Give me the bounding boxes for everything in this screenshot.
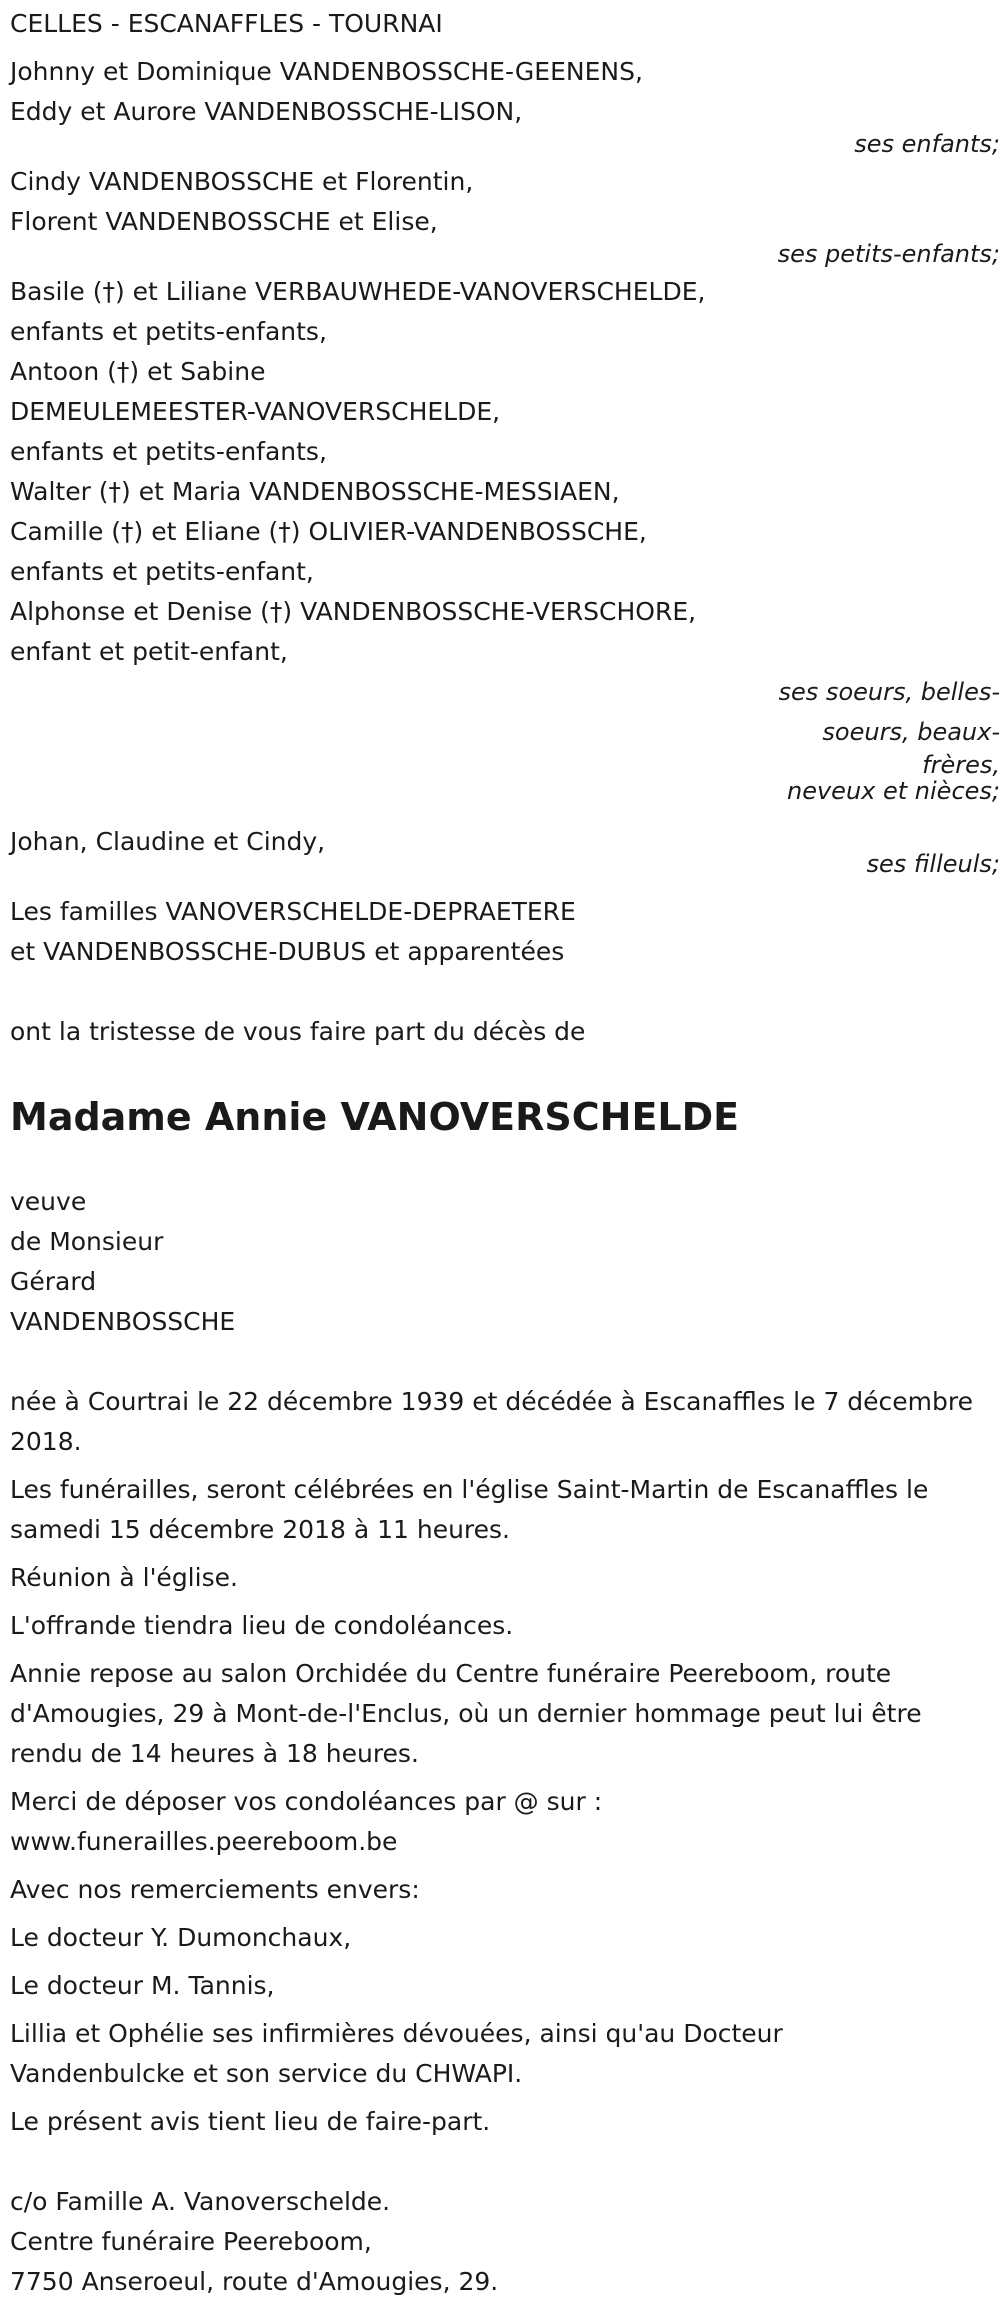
siblings-role-line: soeurs, beaux- xyxy=(822,718,1000,746)
deceased-name: Madame Annie VANOVERSCHELDE xyxy=(10,1095,740,1139)
detail-paragraph: Lillia et Ophélie ses infirmières dévouées, ainsi qu'au Docteur Vandenbulcke et son service du CHWAPI. xyxy=(10,2019,783,2088)
godchildren-role: ses filleuls; xyxy=(866,850,1000,878)
widow-line: veuve xyxy=(10,1187,87,1216)
children-role: ses enfants; xyxy=(854,130,1000,158)
godchildren-block xyxy=(10,822,1000,892)
detail-paragraph: Avec nos remerciements envers: xyxy=(10,1875,420,1904)
detail-paragraph: Réunion à l'église. xyxy=(10,1563,238,1592)
godchild-line: Johan, Claudine et Cindy, xyxy=(10,827,326,856)
detail-paragraph: Le présent avis tient lieu de faire-part. xyxy=(10,2107,491,2136)
sibling-line: enfants et petits-enfants, xyxy=(10,437,327,466)
siblings-block xyxy=(10,272,1000,822)
siblings-role xyxy=(700,672,1000,804)
widow-line: VANDENBOSSCHE xyxy=(10,1307,236,1336)
families-block xyxy=(10,892,1000,972)
detail-paragraph: Le docteur M. Tannis, xyxy=(10,1971,275,2000)
child-line: Johnny et Dominique VANDENBOSSCHE-GEENENS, xyxy=(10,57,643,86)
child-line: Eddy et Aurore VANDENBOSSCHE-LISON, xyxy=(10,97,523,126)
detail-paragraph: Les funérailles, seront célébrées en l'église Saint-Martin de Escanaffles le samedi 15 décembre 2018 à 11 heures. xyxy=(10,1475,929,1544)
sibling-line: Camille (†) et Eliane (†) OLIVIER-VANDENBOSSCHE, xyxy=(10,517,647,546)
contact-block xyxy=(10,2182,1000,2302)
widow-line: de Monsieur xyxy=(10,1227,164,1256)
grandchildren-block xyxy=(10,162,1000,272)
sibling-line: Basile (†) et Liliane VERBAUWHEDE-VANOVERSCHELDE, xyxy=(10,277,706,306)
detail-paragraph: L'offrande tiendra lieu de condoléances. xyxy=(10,1611,514,1640)
announcement-text: ont la tristesse de vous faire part du décès de xyxy=(10,1017,586,1046)
sibling-line: DEMEULEMEESTER-VANOVERSCHELDE, xyxy=(10,397,501,426)
family-line: et VANDENBOSSCHE-DUBUS et apparentées xyxy=(10,937,565,966)
widow-block xyxy=(10,1182,1000,1342)
details-block xyxy=(10,1382,1000,2142)
contact-line: c/o Famille A. Vanoverschelde. xyxy=(10,2187,391,2216)
obituary-page xyxy=(0,4,1000,2302)
contact-line: Centre funéraire Peereboom, xyxy=(10,2227,372,2256)
siblings-role-area xyxy=(10,672,1000,822)
family-line: Les familles VANOVERSCHELDE-DEPRAETERE xyxy=(10,897,576,926)
location-header: CELLES - ESCANAFFLES - TOURNAI xyxy=(10,9,443,38)
sibling-line: enfants et petits-enfant, xyxy=(10,557,314,586)
children-block xyxy=(10,52,1000,162)
grandchild-line: Florent VANDENBOSSCHE et Elise, xyxy=(10,207,438,236)
sibling-line: enfant et petit-enfant, xyxy=(10,637,288,666)
sibling-line: Walter (†) et Maria VANDENBOSSCHE-MESSIAEN, xyxy=(10,477,620,506)
siblings-role-line: frères, xyxy=(922,751,1000,779)
siblings-role-line: ses soeurs, belles- xyxy=(778,678,1000,706)
sibling-line: Antoon (†) et Sabine xyxy=(10,357,266,386)
sibling-line: enfants et petits-enfants, xyxy=(10,317,327,346)
detail-paragraph: Merci de déposer vos condoléances par @ sur : www.funerailles.peereboom.be xyxy=(10,1787,603,1856)
widow-line: Gérard xyxy=(10,1267,97,1296)
sibling-line: Alphonse et Denise (†) VANDENBOSSCHE-VERSCHORE, xyxy=(10,597,697,626)
grandchild-line: Cindy VANDENBOSSCHE et Florentin, xyxy=(10,167,474,196)
detail-paragraph: Annie repose au salon Orchidée du Centre funéraire Peereboom, route d'Amougies, 29 à Mont-de-l'Enclus, où un dernier hommage peut lui être rendu de 14 heures à 18 heures. xyxy=(10,1659,922,1768)
siblings-role-line: neveux et nièces; xyxy=(787,777,1000,805)
detail-paragraph: Le docteur Y. Dumonchaux, xyxy=(10,1923,352,1952)
grandchildren-role: ses petits-enfants; xyxy=(777,240,1000,268)
detail-paragraph: née à Courtrai le 22 décembre 1939 et décédée à Escanaffles le 7 décembre 2018. xyxy=(10,1387,974,1456)
contact-line: 7750 Anseroeul, route d'Amougies, 29. xyxy=(10,2267,499,2296)
